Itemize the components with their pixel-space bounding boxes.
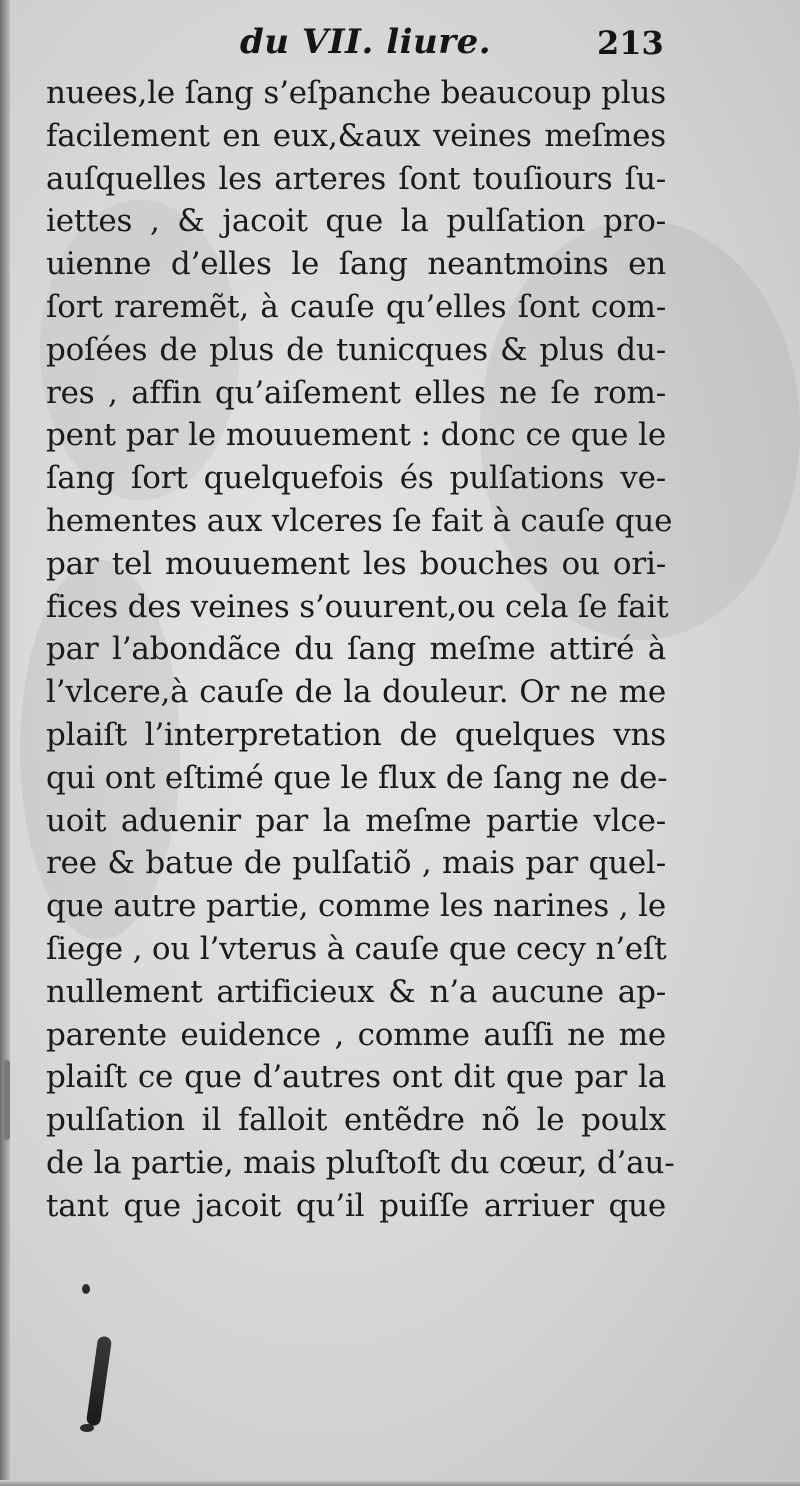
page-edge-left [0,0,10,1486]
text-line: auſquelles les arteres ſont touſiours ſu- [46,160,666,197]
ink-stroke [86,1335,112,1426]
text-line: par l’abondãce du ſang meſme attiré à [46,631,666,668]
text-line: nuees,le ſang s’eſpanche beaucoup plus [46,75,666,111]
text-line: uienne d’elles le ſang neantmoins en [46,246,666,283]
text-line: pent par le mouuement : donc ce que le [46,417,666,454]
ink-spot [82,1284,90,1294]
text-line: ree & batue de pulſatiõ , mais par quel- [46,845,666,882]
text-line: ſiege , ou l’vterus à cauſe que cecy n’eſt [46,930,667,967]
text-line: res , affin qu’aiſement elles ne ſe rom- [46,374,666,411]
text-line: poſées de plus de tunicques & plus du- [46,331,666,368]
text-line: ſort raremẽt, à cauſe qu’elles ſont com- [46,288,666,325]
text-line: plaiſt ce que d’autres ont dit que par la [46,1059,666,1096]
body-text [46,72,675,1228]
text-line: de la partie, mais pluſtoſt du cœur, d’au- [46,1144,675,1181]
binding-mark [4,1060,10,1140]
text-line: par tel mouuement les bouches ou ori- [46,545,666,582]
text-line: que autre partie, comme les narines , le [46,888,666,925]
text-line: nullement artificieux & n’a aucune ap- [46,973,666,1010]
page-header [0,14,800,74]
text-line: tant que jacoit qu’il puiſſe arriuer que [46,1187,666,1224]
text-line: pulſation il falloit entẽdre nõ le poulx [46,1102,666,1139]
text-line: iettes , & jacoit que la pulſation pro- [46,203,666,240]
text-line: facilement en eux,&aux veines meſmes [46,117,666,154]
text-line: l’vlcere,à cauſe de la douleur. Or ne me [46,674,666,711]
text-line: qui ont eſtimé que le flux de ſang ne de- [46,759,668,796]
text-line: hementes aux vlceres ſe fait à cauſe que [46,502,673,539]
text-line: fices des veines s’ouurent,ou cela ſe fait [46,588,669,625]
page-edge-bottom [0,1480,800,1486]
ink-spot [80,1424,94,1432]
page-number: 213 [597,24,664,62]
text-line: ſang ſort quelquefois és pulſations ve- [46,460,666,497]
text-line: uoit aduenir par la meſme partie vlce- [46,802,666,839]
text-line: plaiſt l’interpretation de quelques vns [46,716,666,753]
text-line: parente euidence , comme auſſi ne me [46,1016,666,1053]
running-head: du VII. liure. [240,22,492,62]
